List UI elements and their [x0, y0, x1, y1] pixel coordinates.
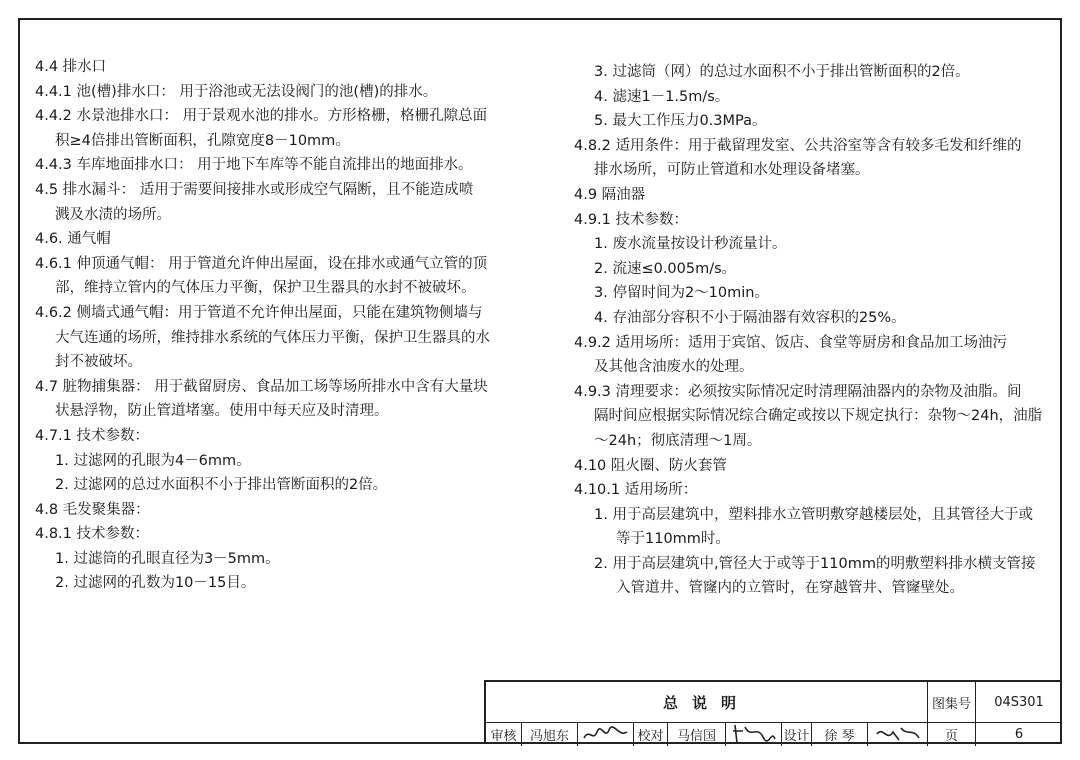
text-line: 1. 废水流量按设计秒流量计。 — [594, 236, 787, 253]
text-line: 隔时间应根据实际情况综合确定或按以下规定执行：杂物～24h，油脂 — [594, 408, 1043, 425]
text-line: 状悬浮物，防止管道堵塞。使用中每天应及时清理。 — [55, 403, 389, 420]
text-line: 部，维持立管内的气体压力平衡，保护卫生器具的水封不被破坏。 — [55, 280, 476, 297]
text-line: 溅及水渍的场所。 — [55, 206, 171, 223]
text-line: 1. 过滤筒的孔眼直径为3－5mm。 — [55, 550, 280, 567]
sheet-title: 总说明 — [662, 693, 750, 712]
right-text-column — [574, 60, 1044, 601]
text-line: 4.4.2 水景池排水口： 用于景观水池的排水。方形格栅，格栅孔隙总面 — [35, 108, 488, 125]
text-line: ～24h；彻底清理～1周。 — [594, 432, 762, 449]
text-line: 4.10.1 适用场所： — [574, 482, 698, 499]
left-text-column — [35, 55, 505, 596]
reviewer-label: 审核 — [486, 722, 522, 746]
text-line: 2. 过滤网的总过水面积不小于排出管断面积的2倍。 — [55, 477, 388, 494]
text-line: 4.4 排水口 — [35, 59, 107, 75]
atlas-no-label: 图集号 — [928, 682, 976, 722]
text-line: 4. 滤速1－1.5m/s。 — [594, 88, 730, 105]
text-line: 1. 用于高层建筑中，塑料排水立管明敷穿越楼层处，且其管径大于或 — [594, 506, 1033, 523]
reviewer-name: 冯旭东 — [522, 722, 578, 746]
text-line: 4.6.1 伸顶通气帽： 用于管道允许伸出屋面，设在排水或通气立管的顶 — [35, 255, 488, 272]
text-line: 2. 用于高层建筑中,管径大于或等于110mm的明敷塑料排水横支管接 — [594, 555, 1036, 572]
text-line: 4.9.1 技术参数： — [574, 211, 689, 228]
text-line: 4.6. 通气帽 — [35, 231, 111, 248]
reviewer-signature — [578, 722, 634, 746]
text-line: 大气连通的场所，维持排水系统的气体压力平衡，保护卫生器具的水 — [55, 329, 490, 346]
text-line: 5. 最大工作压力0.3MPa。 — [594, 113, 767, 130]
text-line: 3. 停留时间为2～10min。 — [594, 285, 769, 302]
text-line: 3. 过滤筒（网）的总过水面积不小于排出管断面积的2倍。 — [594, 64, 970, 80]
checker-name: 马信国 — [668, 722, 726, 746]
atlas-no: 04S301 — [994, 694, 1044, 710]
page-label: 页 — [928, 722, 976, 746]
text-line: 4.9 隔油器 — [574, 186, 646, 203]
checker-signature — [726, 722, 782, 746]
text-line: 2. 流速≤0.005m/s。 — [594, 260, 737, 277]
text-line: 4.9.2 适用场所：适用于宾馆、饭店、食堂等厨房和食品加工场油污 — [574, 334, 1008, 351]
checker-label: 校对 — [634, 722, 668, 746]
text-line: 入管道井、管窿内的立管时，在穿越管井、管窿壁处。 — [616, 580, 964, 597]
text-line: 封不被破坏。 — [55, 354, 142, 371]
text-line: 4.9.3 清理要求：必须按实际情况定时清理隔油器内的杂物及油脂。间 — [574, 383, 1022, 400]
designer-name: 徐 琴 — [812, 722, 868, 746]
sheet-title-cell — [486, 682, 928, 722]
text-line: 排水场所，可防止管道和水处理设备堵塞。 — [594, 162, 870, 179]
text-line: 4.6.2 侧墙式通气帽：用于管道不允许伸出屋面，只能在建筑物侧墙与 — [35, 304, 483, 321]
text-line: 及其他含油废水的处理。 — [594, 359, 754, 376]
text-line: 4.10 阻火圈、防火套管 — [574, 457, 727, 474]
text-line: 4.4.1 池(槽)排水口： 用于浴池或无法设阀门的池(槽)的排水。 — [35, 83, 438, 100]
text-line: 4.8 毛发聚集器： — [35, 501, 150, 518]
text-line: 4. 存油部分容积不小于隔油器有效容积的25%。 — [594, 309, 906, 326]
text-line: 2. 过滤网的孔数为10－15目。 — [55, 575, 256, 592]
designer-signature — [868, 722, 928, 746]
text-line: 4.8.2 适用条件：用于截留理发室、公共浴室等含有较多毛发和纤维的 — [574, 137, 1022, 154]
text-line: 4.7 脏物捕集器： 用于截留厨房、食品加工场等场所排水中含有大量块 — [35, 378, 488, 395]
page-number: 6 — [1014, 726, 1024, 742]
text-line: 积≥4倍排出管断面积，孔隙宽度8－10mm。 — [55, 132, 350, 149]
designer-label: 设计 — [782, 722, 812, 746]
text-line: 4.7.1 技术参数： — [35, 427, 150, 444]
text-line: 4.5 排水漏斗： 适用于需要间接排水或形成空气隔断，且不能造成喷 — [35, 181, 474, 198]
text-line: 4.4.3 车库地面排水口： 用于地下车库等不能自流排出的地面排水。 — [35, 157, 473, 174]
title-block — [484, 680, 1062, 744]
text-line: 4.8.1 技术参数： — [35, 526, 150, 543]
text-line: 1. 过滤网的孔眼为4－6mm。 — [55, 452, 251, 469]
text-line: 等于110mm时。 — [616, 531, 730, 548]
